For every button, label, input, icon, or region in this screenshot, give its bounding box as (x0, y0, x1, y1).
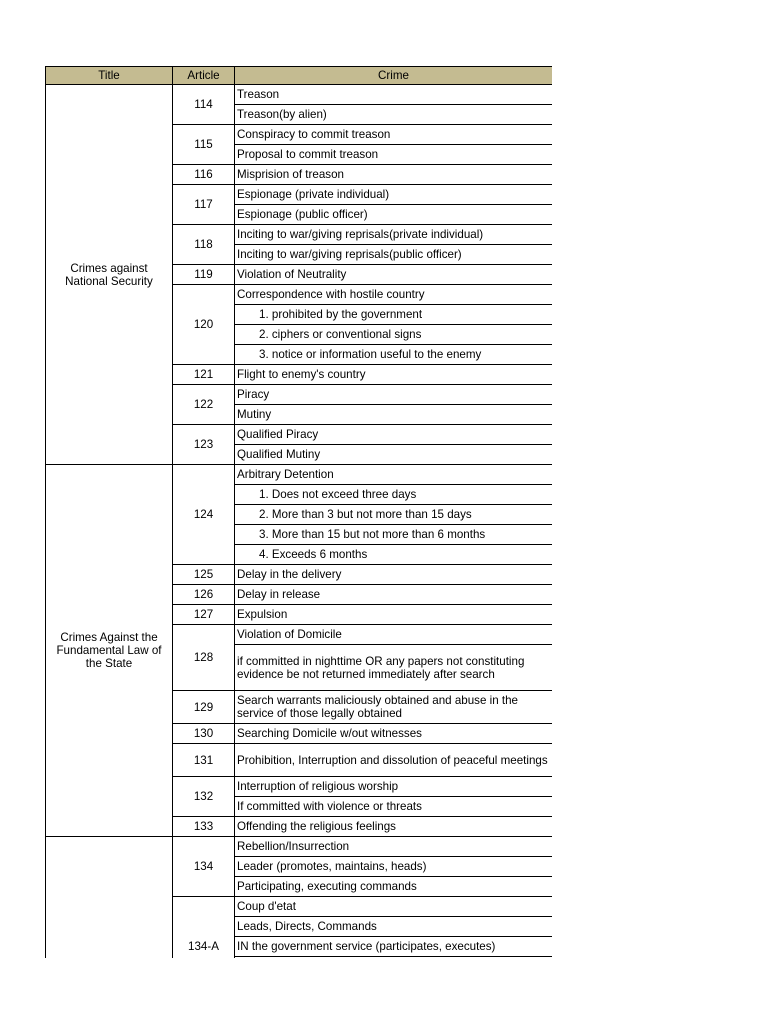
table-row (46, 837, 553, 857)
crime-cell: 1. prohibited by the government (235, 305, 553, 325)
article-cell: 126 (173, 585, 235, 605)
spreadsheet-view (45, 66, 552, 958)
article-cell: 116 (173, 165, 235, 185)
crime-cell: Mutiny (235, 405, 553, 425)
article-cell: 134 (173, 837, 235, 897)
crime-cell: 2. ciphers or conventional signs (235, 325, 553, 345)
column-header-article: Article (173, 67, 235, 85)
crimes-table (45, 66, 552, 958)
crime-cell: IN the government service (participates, executes) (235, 937, 553, 957)
crime-cell: Searching Domicile w/out witnesses (235, 724, 553, 744)
crime-cell: Misprision of treason (235, 165, 553, 185)
article-cell: 128 (173, 625, 235, 691)
crime-cell: Qualified Piracy (235, 425, 553, 445)
article-cell: 125 (173, 565, 235, 585)
crime-cell: Violation of Domicile (235, 625, 553, 645)
crime-cell: Prohibition, Interruption and dissolution of peaceful meetings (235, 744, 553, 777)
crime-cell: Espionage (private individual) (235, 185, 553, 205)
crime-cell: Search warrants maliciously obtained and abuse in the service of those legally obtained (235, 691, 553, 724)
crime-cell: Inciting to war/giving reprisals(public officer) (235, 245, 553, 265)
crime-cell: Interruption of religious worship (235, 777, 553, 797)
crime-cell: Arbitrary Detention (235, 465, 553, 485)
article-cell: 132 (173, 777, 235, 817)
article-cell: 129 (173, 691, 235, 724)
article-cell: 133 (173, 817, 235, 837)
crime-cell: Expulsion (235, 605, 553, 625)
crime-cell: 3. More than 15 but not more than 6 months (235, 525, 553, 545)
crime-cell: Espionage (public officer) (235, 205, 553, 225)
crime-cell: 2. More than 3 but not more than 15 days (235, 505, 553, 525)
header-row (46, 67, 553, 85)
crime-cell: 4. Exceeds 6 months (235, 545, 553, 565)
crime-cell (235, 957, 553, 959)
crime-cell: Participating, executing commands (235, 877, 553, 897)
article-cell: 131 (173, 744, 235, 777)
crime-cell: Leader (promotes, maintains, heads) (235, 857, 553, 877)
article-cell: 134-A (173, 897, 235, 959)
crime-cell: Offending the religious feelings (235, 817, 553, 837)
crime-cell: If committed with violence or threats (235, 797, 553, 817)
article-cell: 130 (173, 724, 235, 744)
crime-cell: 1. Does not exceed three days (235, 485, 553, 505)
crime-cell: Piracy (235, 385, 553, 405)
column-header-title: Title (46, 67, 173, 85)
crime-cell: Coup d'etat (235, 897, 553, 917)
table-row (46, 85, 553, 105)
article-cell: 119 (173, 265, 235, 285)
article-cell: 121 (173, 365, 235, 385)
crime-cell: Rebellion/Insurrection (235, 837, 553, 857)
title-cell (46, 837, 173, 959)
crime-cell: Delay in release (235, 585, 553, 605)
crime-cell: Conspiracy to commit treason (235, 125, 553, 145)
crime-cell: Delay in the delivery (235, 565, 553, 585)
crime-cell: if committed in nighttime OR any papers not constituting evidence be not returned immediately after search (235, 645, 553, 691)
table-row (46, 465, 553, 485)
article-cell: 122 (173, 385, 235, 425)
article-cell: 120 (173, 285, 235, 365)
crime-cell: Proposal to commit treason (235, 145, 553, 165)
article-cell: 123 (173, 425, 235, 465)
crime-cell: Treason(by alien) (235, 105, 553, 125)
crime-cell: Inciting to war/giving reprisals(private individual) (235, 225, 553, 245)
article-cell: 115 (173, 125, 235, 165)
crime-cell: Violation of Neutrality (235, 265, 553, 285)
crime-cell: Treason (235, 85, 553, 105)
article-cell: 114 (173, 85, 235, 125)
column-header-crime: Crime (235, 67, 553, 85)
crime-cell: Flight to enemy's country (235, 365, 553, 385)
article-cell: 118 (173, 225, 235, 265)
article-cell: 124 (173, 465, 235, 565)
title-cell: Crimes against National Security (46, 85, 173, 465)
article-cell: 117 (173, 185, 235, 225)
crime-cell: 3. notice or information useful to the enemy (235, 345, 553, 365)
crime-cell: Correspondence with hostile country (235, 285, 553, 305)
article-cell: 127 (173, 605, 235, 625)
crime-cell: Leads, Directs, Commands (235, 917, 553, 937)
title-cell: Crimes Against the Fundamental Law of the State (46, 465, 173, 837)
crime-cell: Qualified Mutiny (235, 445, 553, 465)
table-body (46, 85, 553, 959)
